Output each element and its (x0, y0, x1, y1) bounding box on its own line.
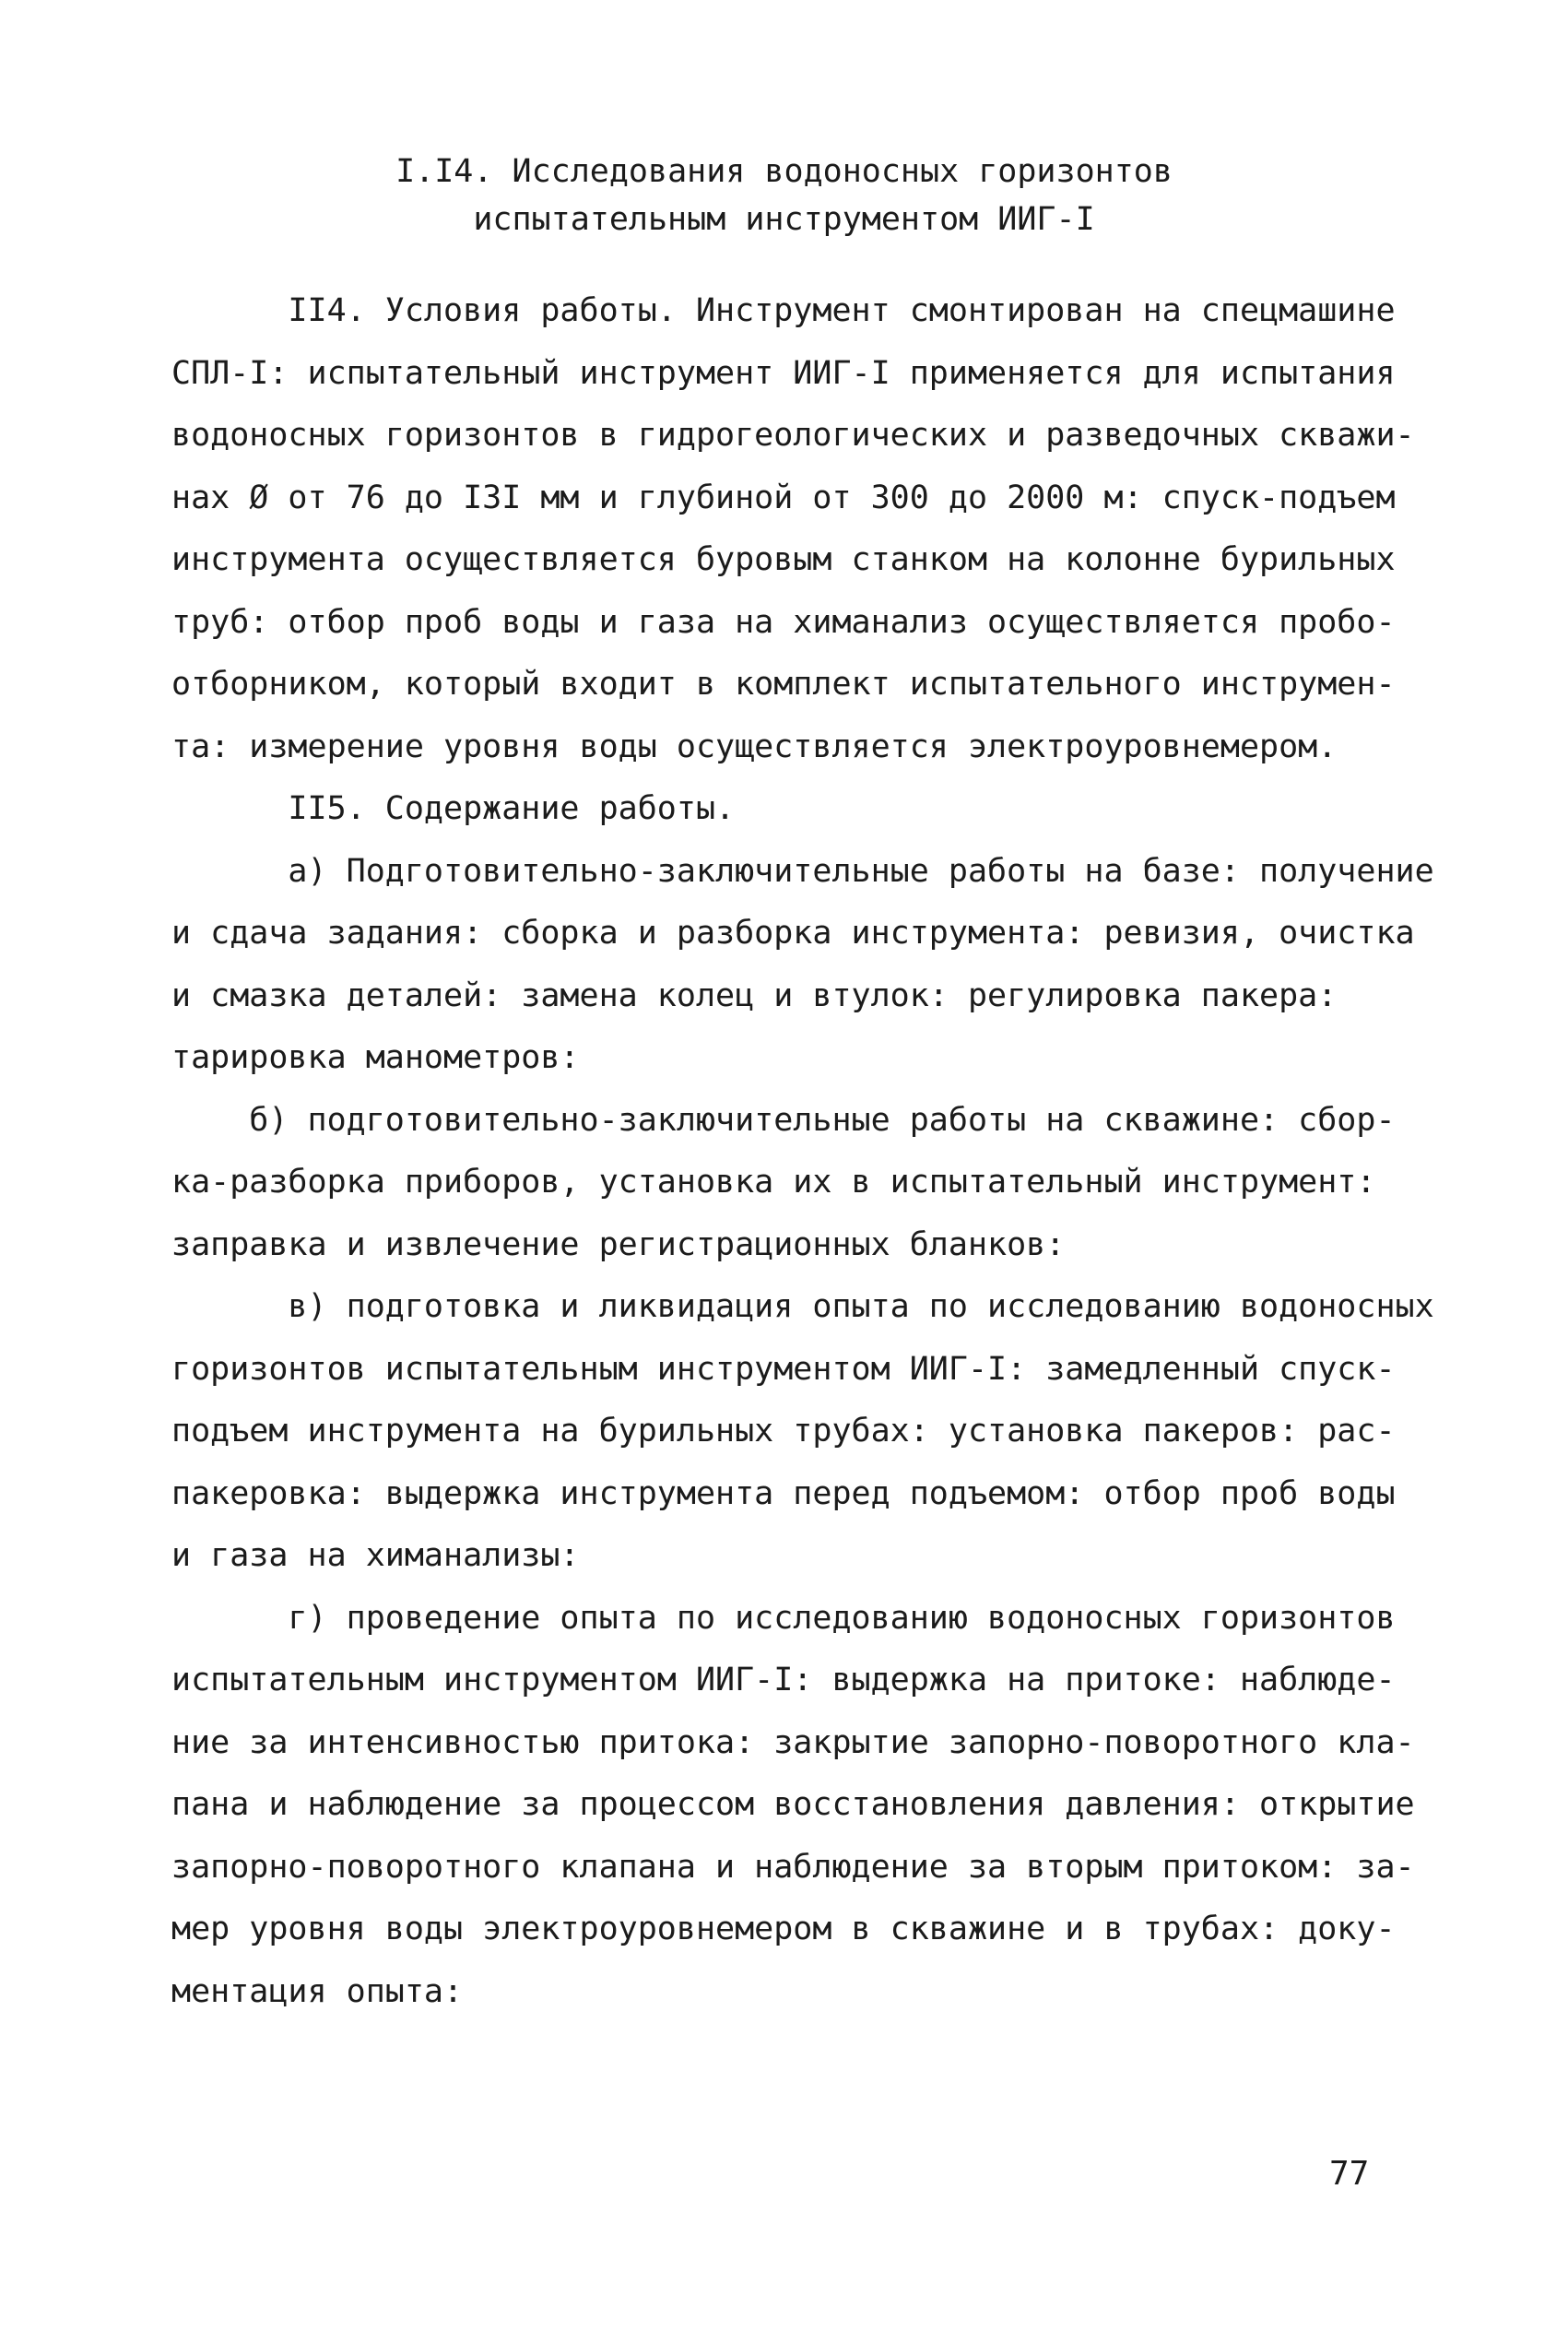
text-line: инструмента осуществляется буровым станком на колонне бурильных (171, 541, 1396, 578)
text-line: СПЛ-I: испытательный инструмент ИИГ-I применяется для испытания (171, 354, 1396, 392)
text-line: заправка и извлечение регистрационных бланков: (171, 1225, 1066, 1263)
text-line: в) подготовка и ликвидация опыта по исследованию водоносных (171, 1288, 1434, 1325)
text-line: нах Ø от 76 до I3I мм и глубиной от 300 до 2000 м: спуск-подъем (171, 479, 1396, 516)
page-number: 77 (1329, 2155, 1370, 2193)
text-line: мер уровня воды электроуровнемером в скважине и в трубах: доку- (171, 1911, 1396, 1947)
body-text (171, 280, 1434, 2023)
text-line: пакеровка: выдержка инструмента перед подъемом: отбор проб воды (171, 1474, 1396, 1512)
text-line: ние за интенсивностью притока: закрытие запорно-поворотного кла- (171, 1723, 1415, 1761)
text-line: г) проведение опыта по исследованию водоносных горизонтов (171, 1599, 1396, 1637)
text-line: ка-разборка приборов, установка их в испытательный инструмент: (171, 1164, 1376, 1201)
text-line: ментация опыта: (171, 1972, 464, 2010)
text-line: та: измерение уровня воды осуществляется электроуровнемером. (171, 728, 1338, 765)
section-heading-line-1: I.I4. Исследования водоносных горизонтов (395, 153, 1173, 190)
text-line: тарировка манометров: (171, 1039, 580, 1076)
text-line: II4. Условия работы. Инструмент смонтирован на спецмашине (171, 292, 1396, 329)
text-line: и сдача задания: сборка и разборка инструмента: ревизия, очистка (171, 915, 1415, 952)
text-line: горизонтов испытательным инструментом ИИГ-I: замедленный спуск- (171, 1350, 1396, 1388)
text-line: б) подготовительно-заключительные работы на скважине: сбор- (171, 1101, 1396, 1139)
text-line: а) Подготовительно-заключительные работы на базе: получение (171, 852, 1434, 890)
text-line: II5. Содержание работы. (171, 790, 736, 827)
text-line: подъем инструмента на бурильных трубах: установка пакеров: рас- (171, 1413, 1396, 1449)
text-line: труб: отбор проб воды и газа на химанализ осуществляется пробо- (171, 603, 1396, 641)
text-line: отборником, который входит в комплект испытательного инструмен- (171, 666, 1396, 703)
text-line: запорно-поворотного клапана и наблюдение за вторым притоком: за- (171, 1848, 1415, 1886)
text-line: испытательным инструментом ИИГ-I: выдержка на притоке: наблюде- (171, 1662, 1396, 1698)
text-line: и газа на химанализы: (171, 1537, 580, 1574)
section-heading-line-2: испытательным инструментом ИИГ-I (473, 201, 1095, 238)
text-line: и смазка деталей: замена колец и втулок: регулировка пакера: (171, 976, 1338, 1014)
text-line: водоносных горизонтов в гидрогеологических и разведочных скважи- (171, 417, 1415, 454)
text-line: пана и наблюдение за процессом восстановления давления: открытие (171, 1786, 1415, 1823)
